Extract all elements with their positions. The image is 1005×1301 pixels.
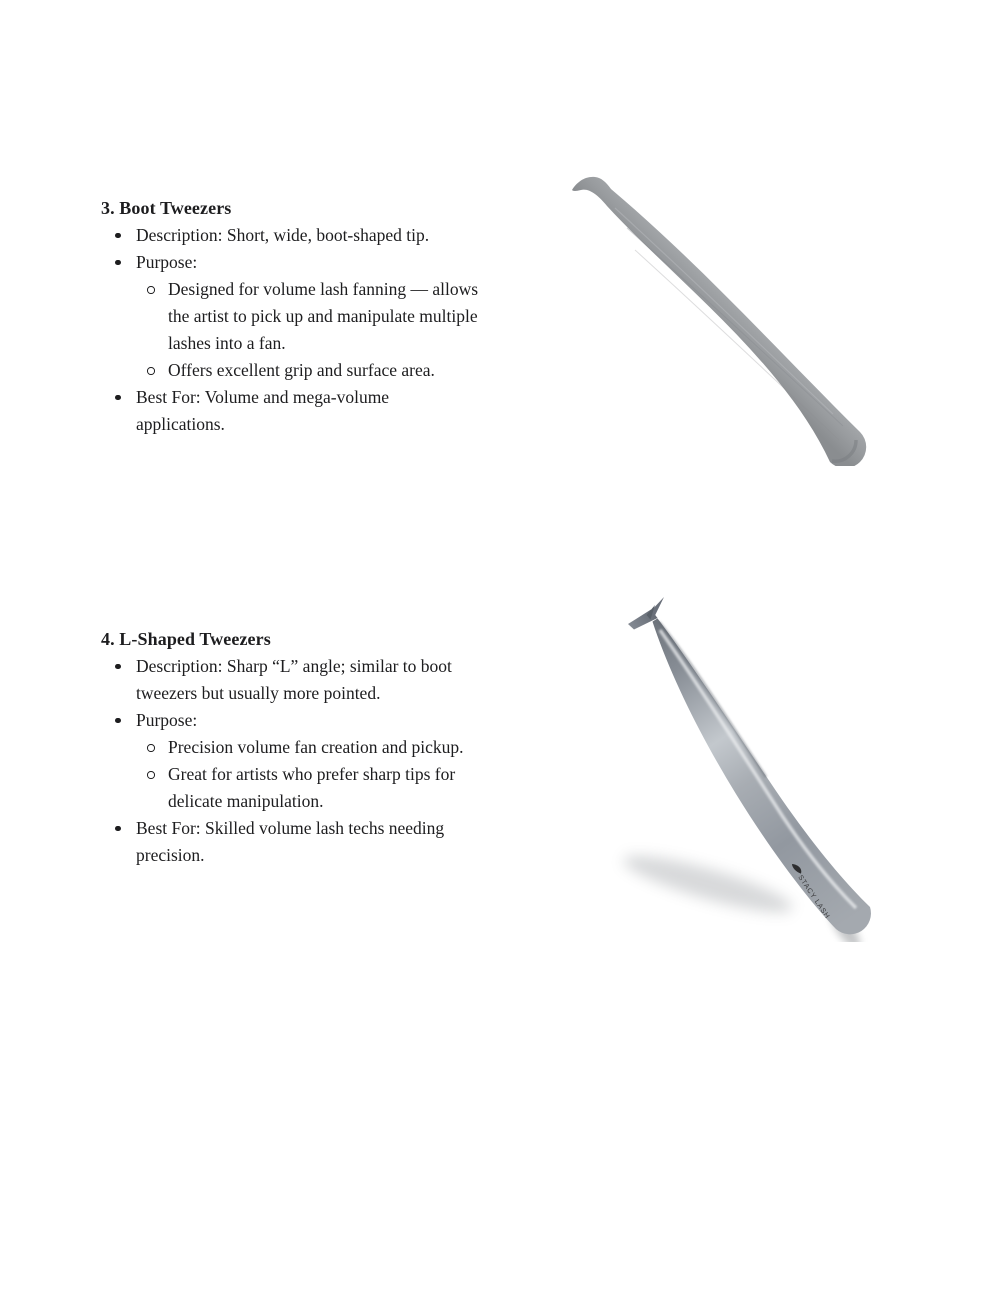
- list-item: [101, 249, 479, 384]
- list-item: [101, 707, 466, 815]
- bullet-list: [101, 653, 466, 869]
- boot-tweezer-texture-streak: [635, 250, 839, 440]
- list-item-text: Best For: Skilled volume lash techs needing precision.: [136, 818, 445, 865]
- list-item-text: Description: Short, wide, boot-shaped tip.: [136, 225, 430, 245]
- list-item: [136, 357, 493, 384]
- section-l-shaped-tweezers: [101, 626, 466, 869]
- list-item-text: Description: Sharp “L” angle; similar to boot tweezers but usually more pointed.: [136, 656, 452, 703]
- bullet-list: [101, 222, 479, 438]
- l-shaped-tweezers-image: [598, 572, 893, 942]
- list-item: [136, 761, 493, 815]
- list-item-text: Offers excellent grip and surface area.: [168, 360, 435, 380]
- list-item-text: Purpose:: [136, 710, 198, 730]
- list-item: [136, 734, 493, 761]
- tweezer-soft-shadow: [619, 845, 796, 922]
- list-item-text: Best For: Volume and mega-volume applications.: [136, 387, 390, 434]
- sub-bullet-list: [136, 276, 479, 384]
- list-item: [101, 222, 466, 249]
- section-boot-tweezers: [101, 195, 479, 438]
- section-heading: 3. Boot Tweezers: [101, 198, 232, 218]
- list-item: [101, 653, 466, 707]
- sub-bullet-list: [136, 734, 466, 815]
- brand-text: STACY LASH: [796, 874, 831, 921]
- list-item: [101, 384, 466, 438]
- boot-tweezers-image: [555, 156, 890, 466]
- list-item-text: Purpose:: [136, 252, 198, 272]
- boot-tweezer-body-shape: [572, 177, 866, 466]
- section-heading: 4. L-Shaped Tweezers: [101, 629, 271, 649]
- list-item-text: Precision volume fan creation and pickup.: [168, 737, 464, 757]
- list-item: [101, 815, 466, 869]
- list-item: [136, 276, 493, 357]
- list-item-text: Designed for volume lash fanning — allows the artist to pick up and manipulate multiple lashes into a fan.: [168, 279, 479, 353]
- list-item-text: Great for artists who prefer sharp tips for delicate manipulation.: [168, 764, 456, 811]
